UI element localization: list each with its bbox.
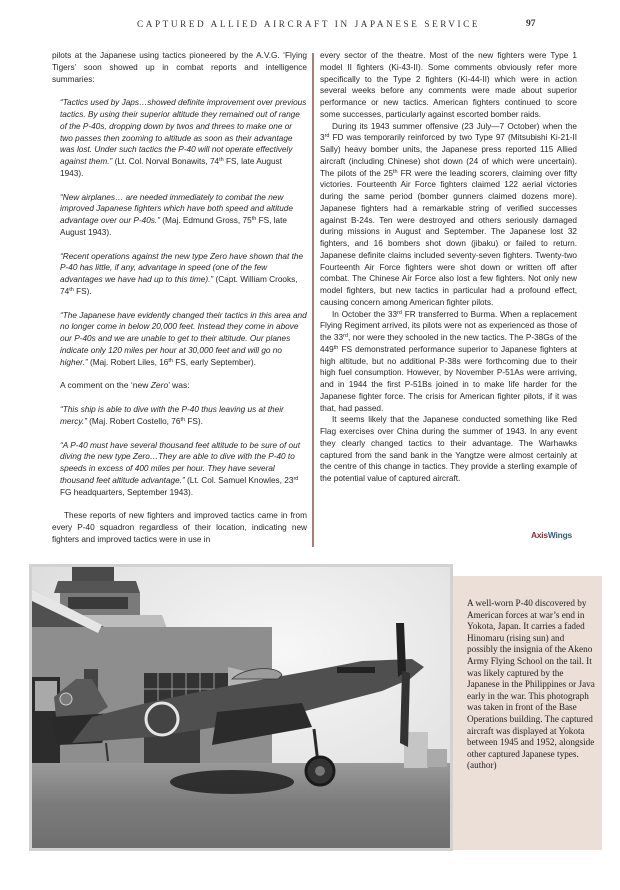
column-divider [312, 53, 314, 547]
right-paragraph-2: During its 1943 summer offensive (23 July—7 October) when the 3rd FD was temporarily reinforced by two Type 97 (Mitsubishi Ki-21-II Sally) heavy bomber units, the Japanese press reported 115 Allied aircraft (including Chinese) shot down (24 of which were uncertain). The pilots of the 25th FR were the leading scorers, claiming over fifty victories. Fourteenth Air Force fighters claimed 122 aerial victories during the same period (bomber gunners claimed dozens more). Japanese fighters had a remarkable string of verified successes against B-24s. Ten were destroyed and others seriously damaged during missions in August and September. The Japanese lost 32 fighters, and 16 bombers shot down (jibaku) or failed to return. Japanese definite claims included seventy-seven fighters. Twenty-two Fourteenth Air Force fighters were shot down or written off after combat. The Chinese Air Force also lost a few fighters. Not only new model fighters, but new tactics in particular had a profound effect, causing concern among American fighter pilots. [320, 121, 578, 307]
right-paragraph-4: It seems likely that the Japanese conducted something like Red Flag exercises over China during the summer of 1943. In any event they clearly changed tactics to their advantage. The Warhawks captured from the sand bank in the Yangtze were almost certainly at the centre of this change in tactics. They provide a sterling example of the potential value of captured aircraft. [320, 415, 577, 483]
quote-gross: “New airplanes… are needed immediately to combat the new improved Japanese fighters which have both speed and altitude advantage over our P-40s.” (Maj. Edmund Gross, 75th FS, late August 1943). [60, 192, 293, 237]
intro-paragraph: pilots at the Japanese using tactics pioneered by the A.V.G. ‘Flying Tigers’ soon showed up in combat reports and intelligence summaries: [52, 51, 307, 84]
p40-photo [32, 567, 450, 848]
photo-caption-box [453, 576, 602, 850]
right-paragraph-3: In October the 33rd FR transferred to Burma. When a replacement Flying Regiment arrived, its pilots were not as experienced as those of the 33rd, nor were they schooled in the new tactics. The P-38Gs of the 449th FS demonstrated performance superior to Japanese fighters at high altitude, but no additional P-38s were forthcoming due to their high fuel consumption. However, by November P-51As were arriving, and in 1944 the first P-51Bs joined in to make life harder for the Japanese fighter force. The crisis for American fighter pilots, if it was that, had passed. [320, 309, 578, 413]
right-column [320, 50, 577, 485]
quote-costello: “This ship is able to dive with the P-40 thus leaving us at their mercy.” (Maj. Robert Costello, 76th FS). [60, 405, 284, 426]
left-column [52, 50, 307, 546]
quote-knowles: “A P-40 must have several thousand feet altitude to be sure of out diving the new type Zero…They are able to dive with the P-40 to speeds in excess of 400 miles per hour. They have several thousand feet altitude advantage.” (Lt. Col. Samuel Knowles, 23rd FG headquarters, September 1943). [60, 440, 301, 497]
quote-crooks: “Recent operations against the new type Zero have shown that the P-40 has little, if any, advantage in speed (one of the few advantages we have had up to this time).” (Capt. William Crooks, 74th FS). [60, 251, 304, 296]
photo-caption: A well-worn P-40 discovered by American forces at war’s end in Yokota, Japan. It carries a faded Hinomaru (rising sun) and possibly the insignia of the Akeno Army Flying School on the tail. It was likely captured by the Japanese in the Philippines or Java early in the war. This photograph was taken in front of the Base Operations building. The captured aircraft was displayed at Yokota between 1945 and 1952, alongside other captured Japanese types. (author) [467, 598, 595, 771]
new-zero-comment: A comment on the ‘new Zero’ was: [60, 380, 190, 391]
axiswings-signature-logo: AxisWings [531, 530, 572, 540]
page-number: 97 [526, 19, 536, 29]
quote-bonawits: “Tactics used by Japs…showed definite improvement over previous tactics. By using their superior altitude they remained out of range of the P-40s, dropping down by twos and threes to make one or two passes then zooming to altitude as soon as their advantage was lost. Under such tactics the P-40 will not operate effectively against them.” (Lt. Col. Norval Bonawits, 74th FS, late August 1943). [60, 98, 307, 178]
right-paragraph-1: every sector of the theatre. Most of the new fighters were Type 1 model II fighters (Ki-43-II). Some comments obviously refer more specifically to the Type 2 fighters (Ki-44-II) which were in action several weeks before any comments were made about superior performance or new tactics. American fighters continued to score some successes, particularly against escorted bomber raids. [320, 51, 577, 119]
running-head [0, 19, 620, 33]
running-head-title: CAPTURED ALLIED AIRCRAFT IN JAPANESE SERVICE [137, 19, 481, 29]
p40-photo-illustration [32, 567, 450, 848]
quote-liles: “The Japanese have evidently changed their tactics in this area and no longer come in below 20,000 feet. Instead they come in above our P-40s and we are unable to get to their altitude. Our planes indicate only 120 miles per hour at 30,000 feet and will go no higher.” (Maj. Robert Liles, 16th FS, early September). [60, 310, 307, 367]
photo-frame [29, 564, 453, 851]
closing-paragraph: These reports of new fighters and improved tactics came in from every P-40 squadron regardless of their location, indicating new fighters and improved tactics were in use in [52, 511, 307, 544]
